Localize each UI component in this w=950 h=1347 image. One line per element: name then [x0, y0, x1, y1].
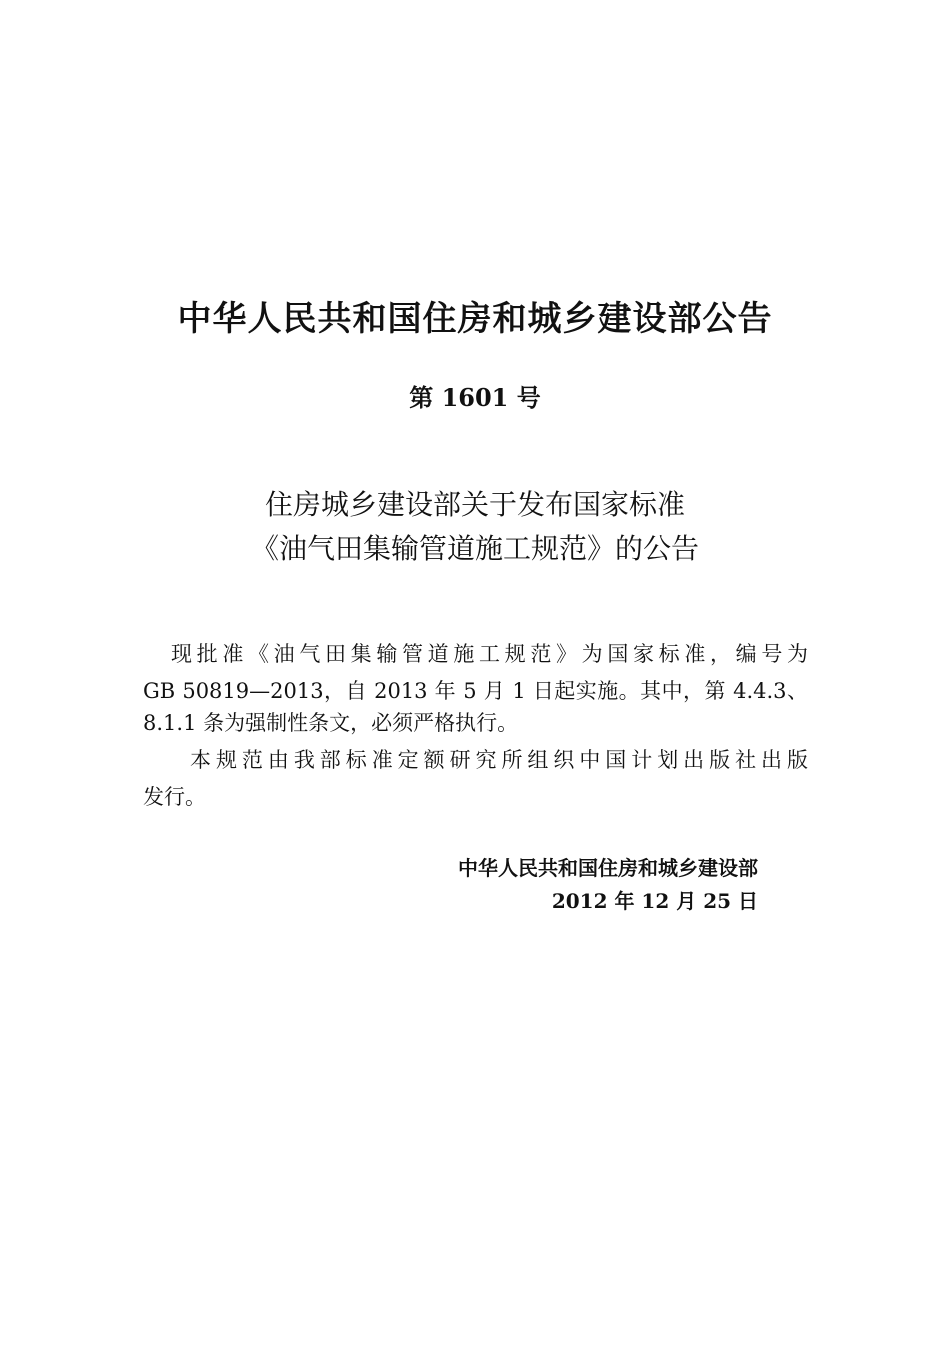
signature-organization: 中华人民共和国住房和城乡建设部 [458, 856, 758, 880]
subtitle-line-1: 住房城乡建设部关于发布国家标准 [264, 488, 685, 521]
paragraph-1-line-2: GB 50819—2013，自 2013 年 5 月 1 日起实施。其中，第 4.4.3、 [143, 679, 808, 703]
announcement-title: 中华人民共和国住房和城乡建设部公告 [177, 299, 773, 339]
paragraph-2-line-2: 发行。 [143, 785, 206, 809]
paragraph-1-line-3: 8.1.1 条为强制性条文，必须严格执行。 [143, 711, 519, 735]
paragraph-2-line-1: 本规范由我部标准定额研究所组织中国计划出版社出版 [190, 748, 808, 772]
announcement-number: 第 1601 号 [409, 383, 541, 412]
subtitle-line-2: 《油气田集输管道施工规范》的公告 [250, 532, 699, 565]
signature-date: 2012 年 12 月 25 日 [551, 889, 758, 913]
paragraph-1-line-1: 现批准《油气田集输管道施工规范》为国家标准，编号为 [171, 642, 808, 666]
